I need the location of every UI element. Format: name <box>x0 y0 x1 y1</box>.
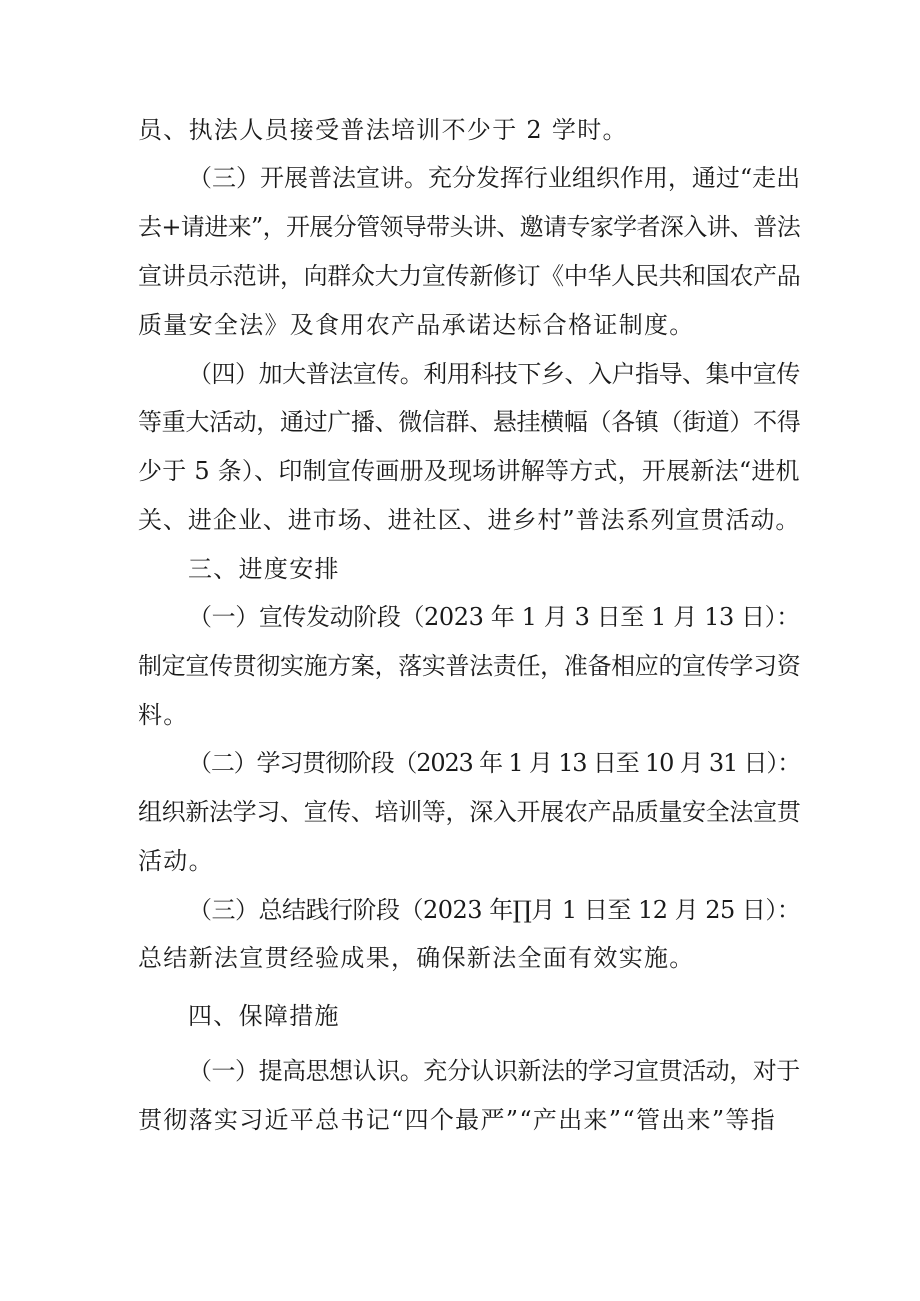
paragraph-line: （四）加大普法宣传。利用科技下乡、入户指导、集中宣传 <box>188 360 800 388</box>
section-heading: 三、进度安排 <box>188 555 340 583</box>
paragraph-line: 宣讲员示范讲，向群众大力宣传新修订《中华人民共和国农产品 <box>138 262 801 290</box>
paragraph-line: 贯彻落实习近平总书记“四个最严”“产出来”“管出来”等指 <box>138 1106 777 1134</box>
paragraph-line: 去+请进来”，开展分管领导带头讲、邀请专家学者深入讲、普法 <box>138 213 801 241</box>
paragraph-line: 质量安全法》及食用农产品承诺达标合格证制度。 <box>138 311 695 339</box>
paragraph-line: 制定宣传贯彻实施方案，落实普法责任，准备相应的宣传学习资 <box>138 652 801 680</box>
paragraph-line: （一）提高思想认识。充分认识新法的学习宣贯活动，对于 <box>188 1057 800 1085</box>
section-heading: 四、保障措施 <box>188 1002 340 1030</box>
paragraph-line: 少于 5 条）、印制宣传画册及现场讲解等方式，开展新法“进机 <box>138 457 800 485</box>
paragraph-line: 员、执法人员接受普法培训不少于 2 学时。 <box>138 116 628 144</box>
paragraph-line: 料。 <box>138 701 189 729</box>
paragraph-line: 总结新法宣贯经验成果，确保新法全面有效实施。 <box>138 944 695 972</box>
paragraph-line: （三）总结践行阶段（2023 年∏月 1 日至 12 月 25 日）： <box>188 896 801 924</box>
paragraph-line: （二）学习贯彻阶段（2023 年 1 月 13 日至 10 月 31 日）： <box>188 749 801 777</box>
paragraph-line: （三）开展普法宣讲。充分发挥行业组织作用，通过“走出 <box>188 164 801 192</box>
paragraph-line: 关、进企业、进市场、进社区、进乡村”普法系列宣贯活动。 <box>138 506 801 534</box>
paragraph-line: 活动。 <box>138 847 214 875</box>
paragraph-line: 组织新法学习、宣传、培训等，深入开展农产品质量安全法宣贯 <box>138 798 801 826</box>
paragraph-line: （一）宣传发动阶段（2023 年 1 月 3 日至 1 月 13 日）： <box>188 603 800 631</box>
paragraph-line: 等重大活动，通过广播、微信群、悬挂横幅（各镇（街道）不得 <box>138 408 801 436</box>
